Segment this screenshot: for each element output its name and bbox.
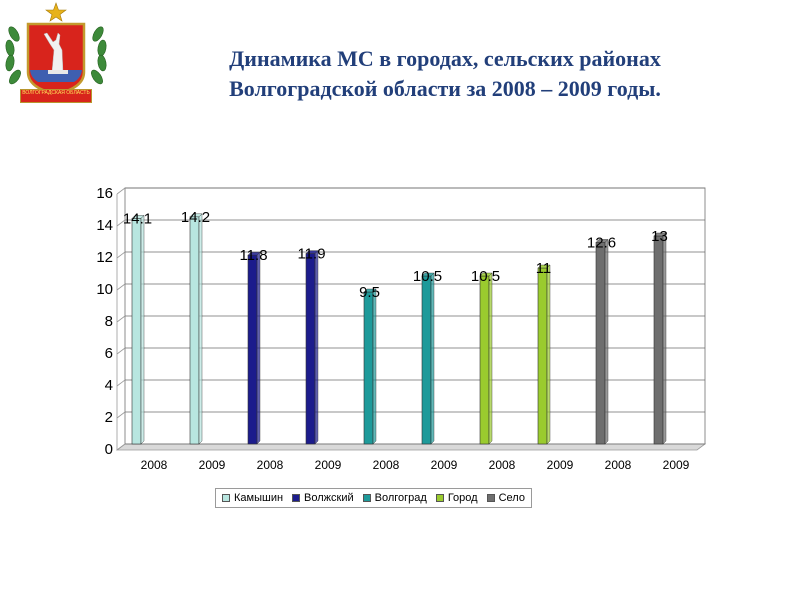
grid-depth-line — [117, 316, 125, 322]
data-label: 14.2 — [180, 208, 211, 226]
grid-depth-line — [117, 380, 125, 386]
y-tick-label: 6 — [104, 345, 113, 362]
grid-depth-line — [117, 188, 125, 194]
y-tick-label: 16 — [96, 185, 113, 202]
x-tick-label: 2009 — [546, 458, 574, 472]
bar-side — [141, 215, 144, 444]
y-tick-label: 12 — [96, 249, 113, 266]
bar-side — [547, 265, 550, 444]
x-tick-label: 2008 — [604, 458, 632, 472]
grid-depth-line — [117, 252, 125, 258]
bar-side — [257, 252, 260, 444]
y-tick-label: 0 — [104, 441, 113, 458]
legend-swatch — [292, 494, 300, 502]
emblem-ribbon: ВОЛГОГРАДСКАЯ ОБЛАСТЬ — [20, 89, 92, 103]
data-label: 10.5 — [470, 268, 501, 285]
legend-item — [436, 492, 478, 504]
bar — [190, 217, 199, 444]
bar-side — [605, 239, 608, 444]
legend-swatch — [436, 494, 444, 502]
legend-label: Камышин — [234, 492, 284, 504]
x-tick-label: 2008 — [140, 458, 168, 472]
x-tick-label: 2009 — [662, 458, 690, 472]
bar — [306, 254, 315, 444]
data-label: 13 — [651, 228, 668, 245]
bar-side — [373, 289, 376, 444]
x-tick-label: 2008 — [488, 458, 516, 472]
data-label: 11.9 — [297, 245, 326, 263]
x-tick-label: 2008 — [256, 458, 284, 472]
bar — [480, 276, 489, 444]
x-tick-label: 2009 — [198, 458, 226, 472]
bar — [422, 276, 431, 444]
bar — [248, 255, 257, 444]
grid-depth-line — [117, 412, 125, 418]
x-tick-label: 2009 — [314, 458, 342, 472]
x-tick-label: 2008 — [372, 458, 400, 472]
legend-swatch — [487, 494, 495, 502]
slide-title-line-2: Волгоградской области за 2008 – 2009 годы. — [229, 76, 661, 101]
legend-item — [292, 492, 354, 504]
chart-legend — [215, 488, 532, 508]
data-label: 9.5 — [359, 284, 380, 301]
grid-depth-line — [117, 284, 125, 290]
legend-label: Волжский — [304, 492, 354, 504]
legend-item — [222, 492, 283, 504]
bar — [596, 242, 605, 444]
y-tick-label: 14 — [96, 217, 113, 234]
bar-side — [489, 273, 492, 444]
legend-item — [487, 492, 525, 504]
bar — [654, 236, 663, 444]
legend-swatch — [222, 494, 230, 502]
data-label: 10.5 — [412, 268, 443, 285]
legend-label: Село — [498, 492, 525, 504]
bar-side — [431, 273, 434, 444]
data-label: 12.6 — [586, 234, 617, 252]
data-label: 11 — [535, 260, 552, 277]
bar — [132, 218, 141, 444]
legend-label: Город — [447, 492, 478, 504]
y-tick-label: 2 — [104, 409, 113, 426]
bar-side — [315, 251, 318, 444]
x-tick-label: 2009 — [430, 458, 458, 472]
bar — [364, 292, 373, 444]
bar — [538, 268, 547, 444]
bar-side — [199, 214, 202, 444]
y-tick-label: 4 — [104, 377, 113, 394]
grid-depth-line — [117, 348, 125, 354]
y-tick-label: 8 — [104, 313, 113, 330]
legend-label: Волгоград — [374, 492, 427, 504]
legend-swatch — [363, 494, 371, 502]
data-label: 11.8 — [239, 247, 268, 265]
data-label: 14.1 — [122, 210, 153, 228]
y-tick-label: 10 — [96, 281, 113, 298]
plot-floor — [117, 444, 705, 450]
bar-side — [663, 233, 666, 444]
legend-item — [363, 492, 427, 504]
slide-title-line-1: Динамика МС в городах, сельских районах — [229, 46, 661, 71]
